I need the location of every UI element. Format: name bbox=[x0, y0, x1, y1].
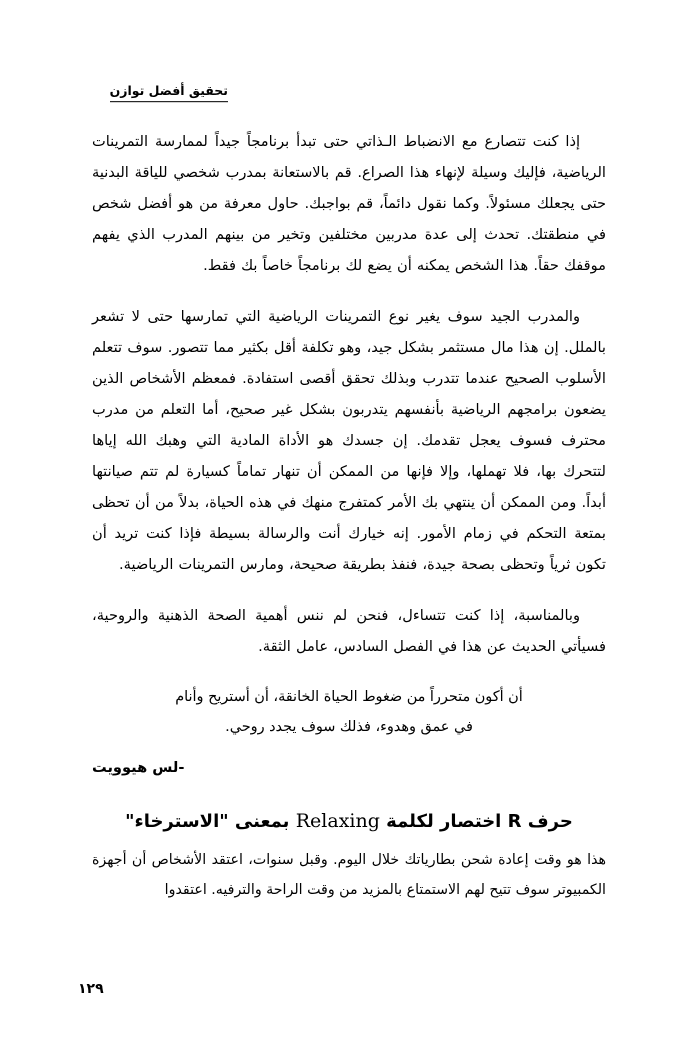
quote-line-2: في عمق وهدوء، فذلك سوف يجدد روحي. bbox=[225, 719, 473, 735]
body-paragraph-2: والمدرب الجيد سوف يغير نوع التمرينات الرياضية التي تمارسها حتى لا تشعر بالملل. إن هذا مال مستثمر بشكل جيد، وهو تكلفة أقل بكثير مما تتصور. سوف تتعلم الأسلوب الصحيح عندما تتدرب وبذلك تحقق أقصى استفادة. فمعظم الأشخاص الذين يضعون برامجهم الرياضية بأنفسهم يتدربون بشكل غير صحيح، أما التعلم من مدرب محترف فسوف يعجل تقدمك. إن جسدك هو الأداة المادية التي وهبك الله إياها لتتحرك بها، فلا تهملها، وإلا فإنها من الممكن أن تنهار تماماً كسيارة لم تتم صيانتها أبداً. ومن الممكن أن ينتهي بك الأمر كمتفرج منهك في هذه الحياة، بدلاً من أن تحظى بمتعة التحكم في زمام الأمور. إنه خيارك أنت والرسالة بسيطة فإذا كنت تريد أن تكون ثرياً وتحظى بصحة جيدة، فنفذ بطريقة صحيحة، ومارس التمرينات الرياضية. bbox=[92, 308, 606, 573]
section-heading-suffix: بمعنى "الاسترخاء" bbox=[125, 811, 290, 832]
page-content bbox=[92, 126, 606, 905]
page-number: ١٢٩ bbox=[78, 981, 104, 997]
quote-line-1: أن أكون متحرراً من ضغوط الحياة الخانقة، أن أستريح وأنام bbox=[175, 689, 523, 705]
section-paragraph: هذا هو وقت إعادة شحن بطارياتك خلال اليوم. وقبل سنوات، اعتقد الأشخاص أن أجهزة الكمبيوتر سوف تتيح لهم الاستمتاع بالمزيد من وقت الراحة والترفيه. اعتقدوا bbox=[92, 852, 606, 898]
section-heading bbox=[92, 806, 606, 837]
body-paragraph-3: وبالمناسبة، إذا كنت تتساءل، فنحن لم ننس أهمية الصحة الذهنية والروحية، فسيأتي الحديث عن هذا في الفصل السادس، عامل الثقة. bbox=[92, 607, 606, 655]
running-header-title: تحقيق أفضل توازن bbox=[110, 84, 228, 102]
body-paragraph-1: إذا كنت تتصارع مع الانضباط الـذاتي حتى تبدأ برنامجاً جيداً لممارسة التمرينات الرياضية، فإليك وسيلة لإنهاء هذا الصراع. قم بالاستعانة بمدرب شخصي للياقة البدنية حتى يجعلك مسئولاً. وكما نقول دائماً، قم بواجبك. حاول معرفة من هو أفضل شخص في منطقتك. تحدث إلى عدة مدربين مختلفين وتخير من بينهم المدرب الذي يفهم موقفك حقاً. هذا الشخص يمكنه أن يضع لك برنامجاً خاصاً بك فقط. bbox=[92, 133, 606, 274]
section-heading-prefix: حرف R اختصار لكلمة bbox=[386, 811, 573, 832]
pull-quote bbox=[92, 682, 606, 742]
running-header bbox=[96, 80, 228, 102]
quote-attribution: -لس هيوويت bbox=[92, 759, 185, 776]
section-heading-latin-term: Relaxing bbox=[295, 810, 380, 832]
